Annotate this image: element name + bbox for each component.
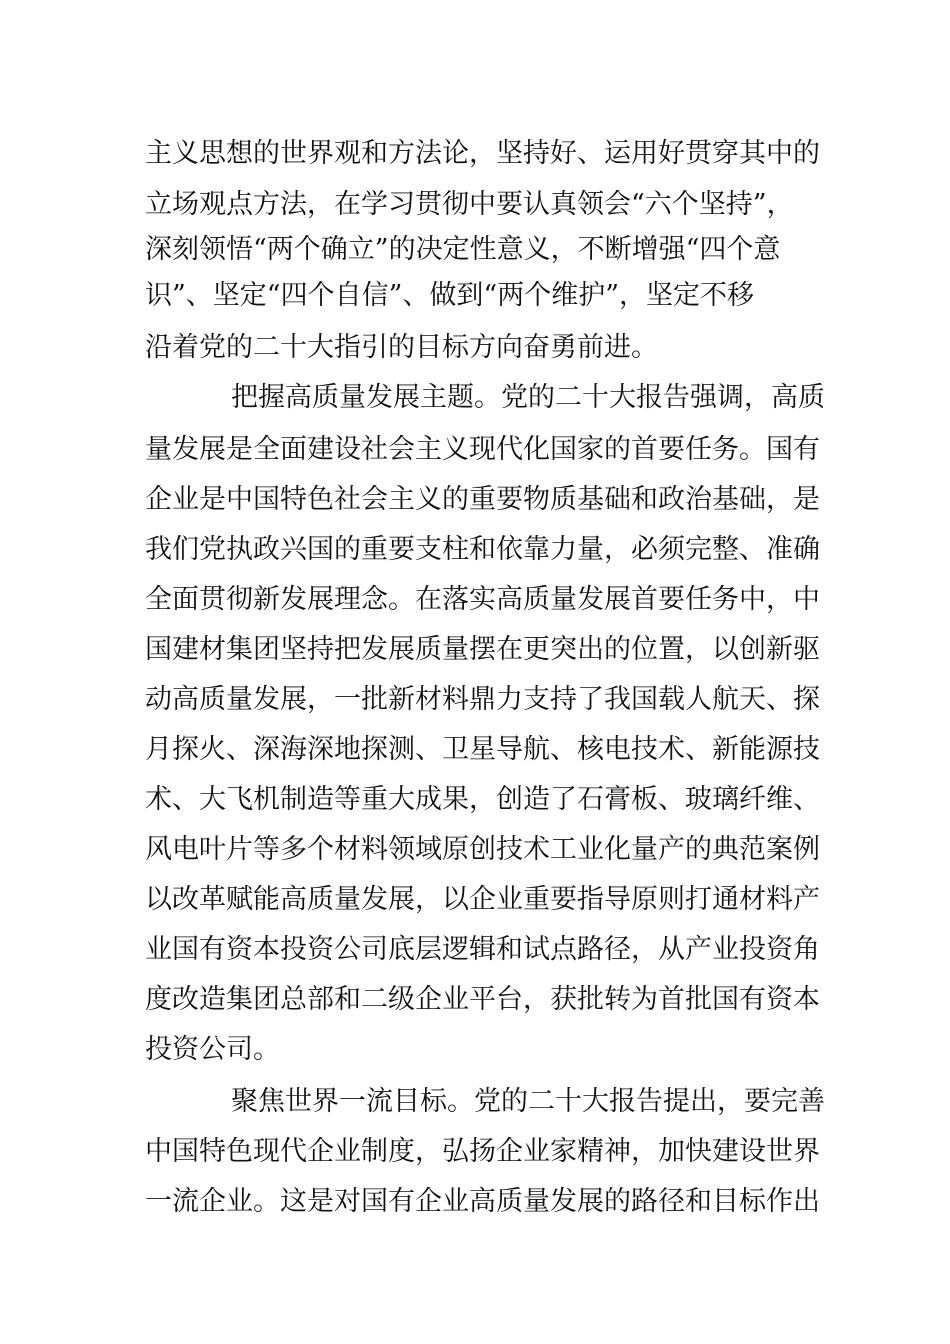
text-line: 以改革赋能高质量发展，以企业重要指导原则打通材料产 — [145, 884, 820, 915]
text-line: 一流企业。这是对国有企业高质量发展的路径和目标作出 — [145, 1186, 820, 1217]
text-line: 度改造集团总部和二级企业平台，获批转为首批国有资本 — [145, 984, 820, 1015]
text-line: 术、大飞机制造等重大成果，创造了石膏板、玻璃纤维、 — [145, 784, 820, 815]
text-line: 月探火、深海深地探测、卫星导航、核电技术、新能源技 — [145, 734, 820, 765]
text-line: 沿着党的二十大指引的目标方向奋勇前进。 — [145, 332, 658, 363]
paragraph-start-line: 把握高质量发展主题。党的二十大报告强调，高质 — [231, 382, 825, 413]
text-line: 量发展是全面建设社会主义现代化国家的首要任务。国有 — [145, 434, 820, 465]
text-line: 识”、坚定“四个自信”、做到“两个维护”，坚定不移 — [145, 280, 755, 311]
text-line: 风电叶片等多个材料领域原创技术工业化量产的典范案例 — [145, 834, 820, 865]
text-line: 业国有资本投资公司底层逻辑和试点路径，从产业投资角 — [145, 934, 820, 965]
text-line: 主义思想的世界观和方法论，坚持好、运用好贯穿其中的 — [145, 138, 820, 169]
text-line: 全面贯彻新发展理念。在落实高质量发展首要任务中，中 — [145, 584, 820, 615]
text-line: 投资公司。 — [145, 1034, 280, 1065]
text-line: 我们党执政兴国的重要支柱和依靠力量，必须完整、准确 — [145, 534, 820, 565]
text-line: 中国特色现代企业制度，弘扬企业家精神，加快建设世界 — [145, 1136, 820, 1167]
text-line: 企业是中国特色社会主义的重要物质基础和政治基础，是 — [145, 484, 820, 515]
text-line: 深刻领悟“两个确立”的决定性意义，不断增强“四个意 — [145, 234, 781, 265]
text-line: 立场观点方法，在学习贯彻中要认真领会“六个坚持”， — [145, 189, 794, 220]
paragraph-start-line: 聚焦世界一流目标。党的二十大报告提出，要完善 — [231, 1086, 825, 1117]
text-line: 动高质量发展，一批新材料鼎力支持了我国载人航天、探 — [145, 684, 820, 715]
text-line: 国建材集团坚持把发展质量摆在更突出的位置，以创新驱 — [145, 634, 820, 665]
